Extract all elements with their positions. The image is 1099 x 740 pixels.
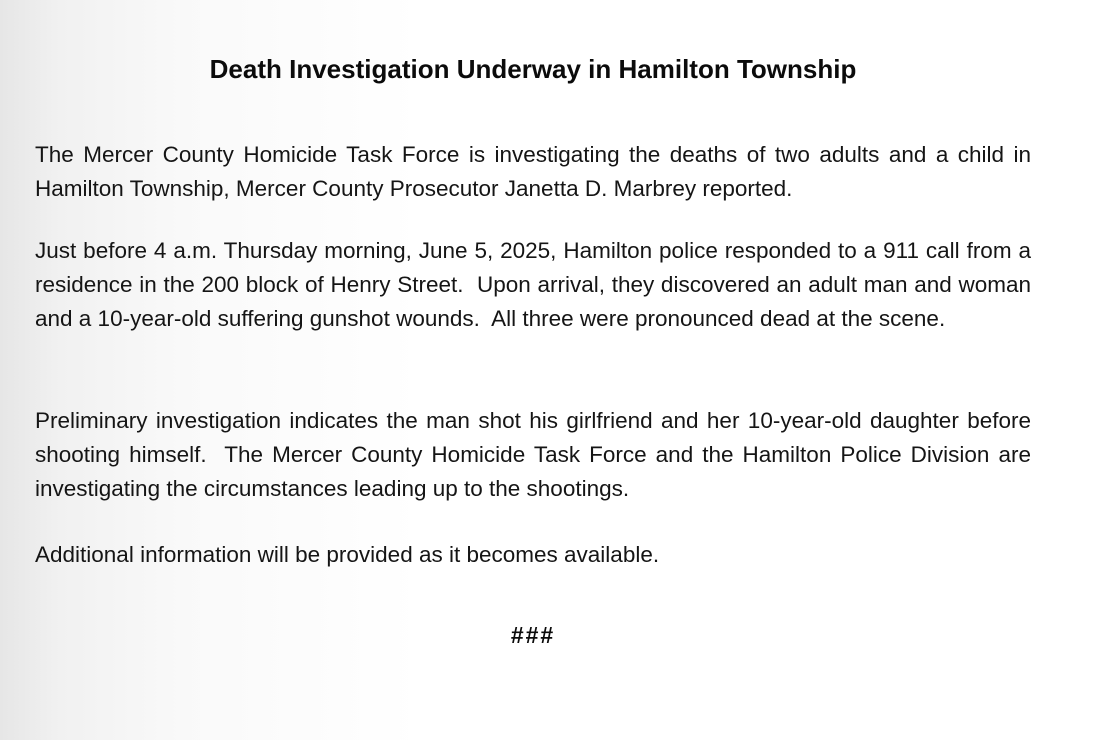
paragraph-preliminary-investigation: Preliminary investigation indicates the man shot his girlfriend and her 10-year-old daughter before shooting himself. The Mercer County Homicide Task Force and the Hamilton Police Division are investigating the circumstances leading up to the shootings. — [35, 408, 1038, 501]
end-of-release-mark: ### — [510, 622, 556, 648]
paragraph-additional-information: Additional information will be provided as it becomes available. — [35, 542, 660, 567]
paragraph-announcement: The Mercer County Homicide Task Force is investigating the deaths of two adults and a child in Hamilton Township, Mercer County Prosecutor Janetta D. Marbrey reported. — [35, 142, 1038, 201]
paragraph-incident-details: Just before 4 a.m. Thursday morning, June 5, 2025, Hamilton police responded to a 911 call from a residence in the 200 block of Henry Street. Upon arrival, they discovered an adult man and woman and a 10-year-old suffering gunshot wounds. All three were pronounced dead at the scene. — [35, 238, 1038, 331]
press-release-title: Death Investigation Underway in Hamilton Township — [209, 54, 857, 84]
